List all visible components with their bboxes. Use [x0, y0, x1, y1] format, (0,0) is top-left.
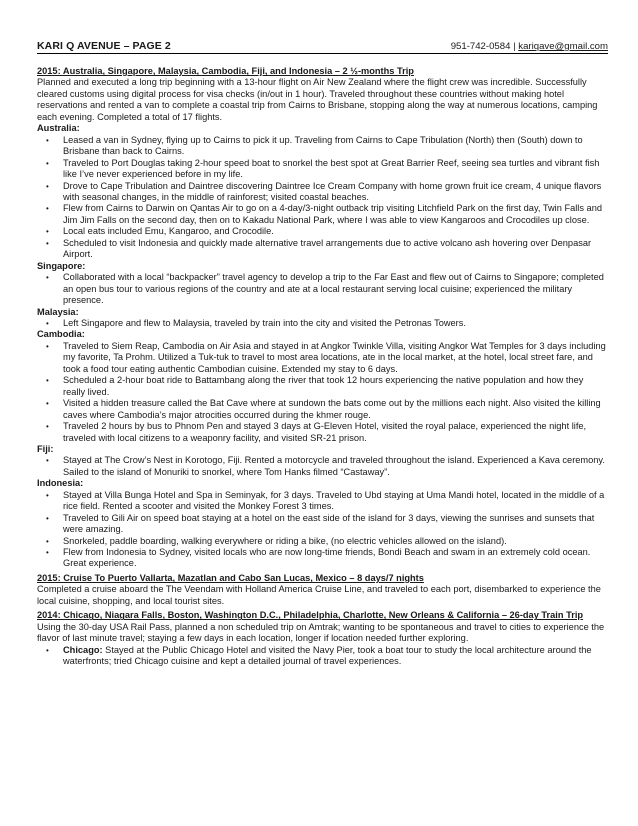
trip-section-2015-mexico-cruise — [37, 573, 608, 607]
bullet-item: • Traveled to Gili Air on speed boat staying at a hotel on the east side of the island for 3 days, viewing the sunrises and sunsets that were amazing. — [37, 513, 608, 536]
bullet-item: • Collaborated with a local “backpacker” travel agency to develop a trip to the Far East and flew out of Cairns to Singapore; completed an open bus tour to various regions of the country and ate at a local restaurant serving local cuisine; experienced the military presence. — [37, 272, 608, 306]
region-heading-indonesia: Indonesia: — [37, 478, 84, 489]
bullet-item: • Snorkeled, paddle boarding, walking everywhere or riding a bike, (no electric vehicles allowed on the island). — [37, 536, 608, 547]
section-summary: Using the 30-day USA Rail Pass, planned a non scheduled trip on Amtrak; wanting to be spontaneous and travel to cities to experience the flavor of last minute travel; staying a few days in each location, longer if location needed further exploring. — [37, 621, 605, 644]
region-heading-malaysia: Malaysia: — [37, 306, 79, 317]
bullet-item: • Left Singapore and flew to Malaysia, traveled by train into the city and visited the Petronas Towers. — [37, 318, 608, 329]
region-heading-fiji: Fiji: — [37, 443, 54, 454]
bullet-text: Stayed at the Public Chicago Hotel and visited the Navy Pier, took a boat tour to study the local architecture around the waterfronts; tried Chicago cuisine and kept a detailed journal of travel experiences. — [63, 644, 592, 667]
bullet-list-indonesia — [37, 490, 608, 570]
section-title: 2015: Australia, Singapore, Malaysia, Cambodia, Fiji, and Indonesia – 2 ½-months Trip — [37, 66, 414, 76]
section-title: 2014: Chicago, Niagara Falls, Boston, Washington D.C., Philadelphia, Charlotte, New Orleans & California – 26-day Train Trip — [37, 610, 584, 621]
section-summary: Planned and executed a long trip beginning with a 13-hour flight on Air New Zealand where the flight crew was incredible. Successfully cleared customs using digital process for visa checks (in/out in 1 hour). Traveled throughout these countries without making hotel reservations and rented a van to complete a coastal trip from Cairns to Brisbane, stopping along the way at numerous locations, camping each evening. Completed a total of 17 flights. — [37, 77, 598, 122]
bullet-item: • Flew from Cairns to Darwin on Qantas Air to go on a 4-day/3-night outback trip visiting Litchfield Park on the first day, Twin Falls and Jim Jim Falls on the second day, then on to Kakadu National Park, where I was able to view Kangaroos and Crocodiles up close. — [37, 203, 608, 226]
region-heading-cambodia: Cambodia: — [37, 329, 85, 340]
bullet-list-malaysia — [37, 318, 608, 329]
bullet-item: • Local eats included Emu, Kangaroo, and Crocodile. — [37, 226, 608, 237]
region-heading-singapore: Singapore: — [37, 260, 86, 271]
bullet-item: • Scheduled a 2-hour boat ride to Battambang along the river that took 12 hours experiencing the native population and how they really lived. — [37, 375, 608, 398]
bullet-item: • Stayed at The Crow’s Nest in Korotogo, Fiji. Rented a motorcycle and traveled throughout the island. Experienced a Kava ceremony. Sailed to the island of Monuriki to snorkel, where Tom Hanks filmed “Castaway”. — [37, 455, 608, 478]
bullet-item: • Visited a hidden treasure called the Bat Cave where at sundown the bats come out by the millions each night. Also visited the killing caves where Cambodia’s major atrocities occurred during the khmer rouge. — [37, 398, 608, 421]
bullet-item: • Drove to Cape Tribulation and Daintree discovering Daintree Ice Cream Company with home grown fruit ice cream, 4 unique flavors with seasonal changes, in the middle of rainforest; visited coastal beaches. — [37, 181, 608, 204]
bullet-list-fiji — [37, 455, 608, 478]
bullet-list-cambodia — [37, 341, 608, 444]
bullet-item: • Traveled to Port Douglas taking 2-hour speed boat to snorkel the best spot at Great Barrier Reef, seeing sea turtles and vibrant fish like I’ve never experienced before in my life. — [37, 158, 608, 181]
bullet-item: • Traveled 2 hours by bus to Phnom Pen and stayed 3 days at G-Eleven Hotel, visited the royal palace, experienced the night life, traveled with local citizens to a weaponry facility, and visited SR-21 prison. — [37, 421, 608, 444]
section-title: 2015: Cruise To Puerto Vallarta, Mazatlan and Cabo San Lucas, Mexico – 8 days/7 nights — [37, 572, 424, 583]
page-header — [37, 40, 608, 54]
header-name: KARI Q AVENUE – PAGE 2 — [37, 40, 171, 52]
header-email-link[interactable]: kariqave@gmail.com — [518, 41, 608, 52]
trip-section-2015-asia-pacific — [37, 66, 608, 570]
bullet-item — [37, 645, 608, 668]
header-separator: | — [513, 41, 516, 52]
bullet-lead-chicago: Chicago: — [63, 644, 103, 655]
bullet-list-australia — [37, 135, 608, 261]
bullet-item: • Stayed at Villa Bunga Hotel and Spa in Seminyak, for 3 days. Traveled to Ubd staying at Uma Mandi hotel, located in the middle of a rice field. Rented a scooter and visited the Monkey Forest 3 times. — [37, 490, 608, 513]
header-phone: 951-742-0584 — [450, 41, 511, 52]
bullet-item: • Flew from Indonesia to Sydney, visited locals who are now long-time friends, Bondi Beach and swam in an extremely cold ocean. Great experience. — [37, 547, 608, 570]
header-contact — [451, 41, 608, 52]
bullet-item: • Leased a van in Sydney, flying up to Cairns to pick it up. Traveling from Cairns to Cape Tribulation (North) then (South) down to Brisbane than back to Cairns. — [37, 135, 608, 158]
bullet-list-singapore — [37, 272, 608, 306]
trip-section-2014-train-trip — [37, 610, 608, 667]
bullet-item: • Traveled to Siem Reap, Cambodia on Air Asia and stayed in at Angkor Twinkle Villa, visiting Angkor Wat Temples for 3 days including my favorite, Ta Prohm. Utilized a Tuk-tuk to travel to most area locations, ate in the local market, at the hotel, local street fare, and took a food tour eating authentic Cambodian cuisine. Extended my stay to 6 days. — [37, 341, 608, 375]
bullet-list-us-cities — [37, 645, 608, 668]
bullet-item: • Scheduled to visit Indonesia and quickly made alternative travel arrangements due to active volcano ash hovering over Denpasar Airport. — [37, 238, 608, 261]
section-summary: Completed a cruise aboard the The Veendam with Holland America Cruise Line, and traveled to each port, disembarked to experience the local cuisine, shopping, and local tourist sites. — [37, 584, 601, 606]
resume-content — [37, 66, 608, 668]
region-heading-australia: Australia: — [37, 123, 80, 134]
